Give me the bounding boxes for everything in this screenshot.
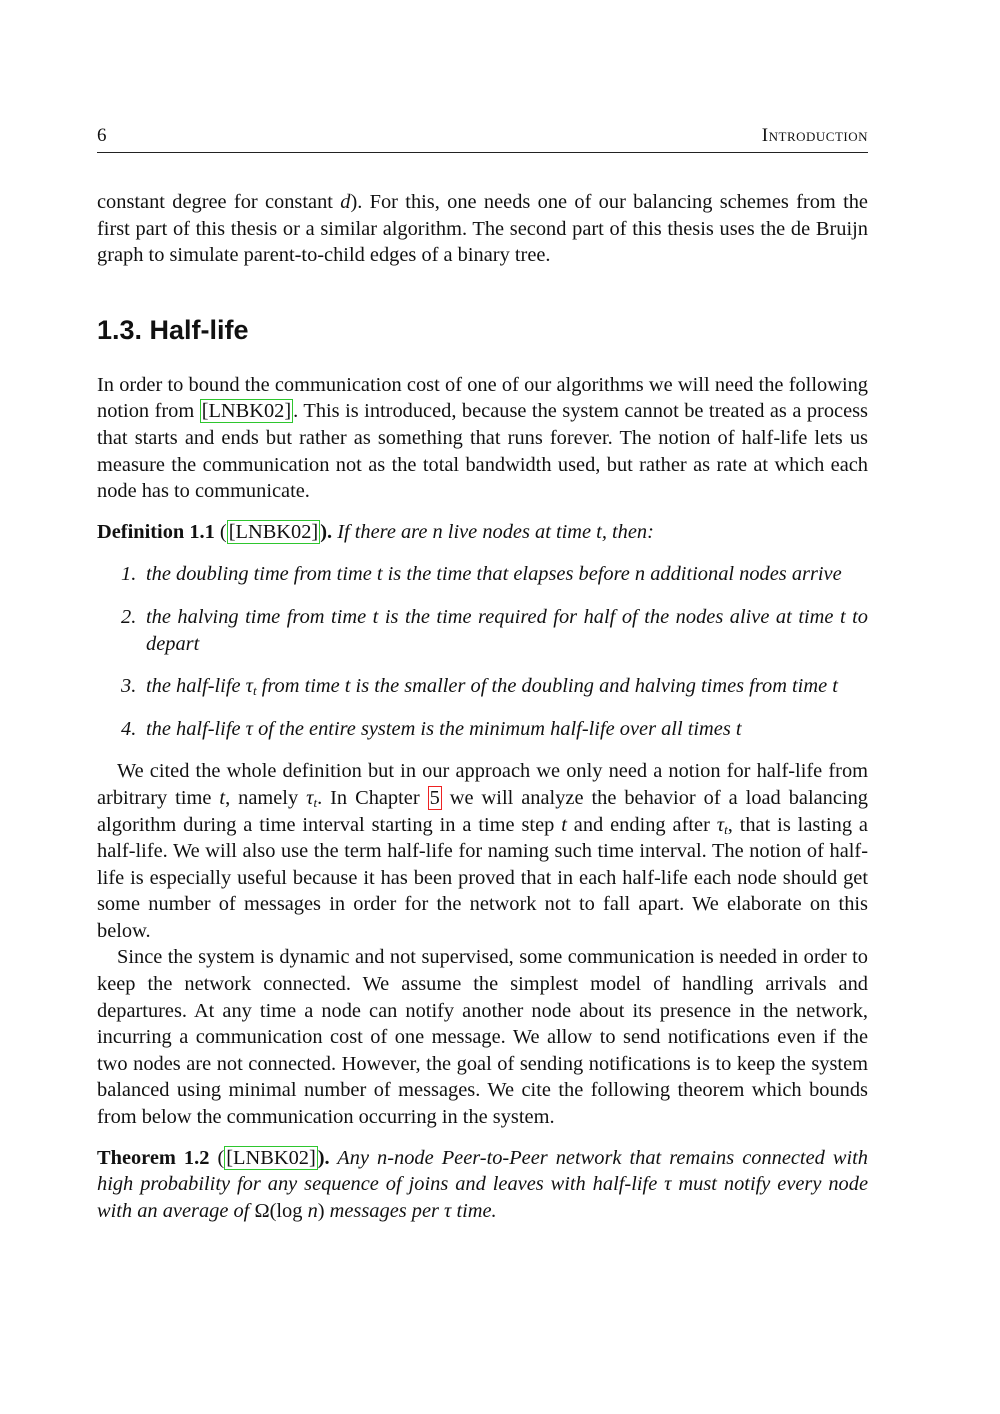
chapter-link[interactable]: 5 xyxy=(429,786,440,809)
list-number: 3. xyxy=(121,675,137,698)
page-number: 6 xyxy=(97,125,107,146)
list-text: of the entire system is the minimum half-life over all times t xyxy=(252,717,742,740)
citation-link[interactable]: [LNBK02] xyxy=(201,400,292,423)
omega-close: ) xyxy=(317,1199,325,1222)
tau-symbol: τ xyxy=(245,717,253,740)
running-title: Introduction xyxy=(761,125,868,146)
analysis-paragraph xyxy=(97,758,868,944)
definition-text: If there are n live nodes at time t, then: xyxy=(332,520,654,543)
page xyxy=(97,122,868,1224)
theorem-text: messages per τ time. xyxy=(324,1199,497,1222)
list-text: from time t is the smaller of the doubling and halving times from time t xyxy=(256,675,838,698)
definition-label: Definition 1.1 xyxy=(97,520,215,543)
var-t: t xyxy=(561,813,567,836)
list-number: 1. xyxy=(121,563,137,586)
citation-link[interactable]: [LNBK02] xyxy=(228,520,319,543)
intro-text-1: constant degree for constant xyxy=(97,191,341,213)
communication-paragraph: Since the system is dynamic and not supervised, some communication is needed in order to keep the network connected. We assume the simplest model of handling arrivals and departures. At any time a node can notify another node about its presence in the network, incurring a communication cost of one message. We allow to send notifications even if the two nodes are not connected. However, the goal of sending notifications is to keep the system balanced using minimal number of messages. We cite the following theorem which bounds from below the communication occurring in the system. xyxy=(97,946,868,1129)
para-b-text: . In Chapter xyxy=(317,786,428,809)
para-b-text: and ending after xyxy=(566,813,717,836)
theorem-block xyxy=(97,1145,868,1225)
para-b-text: , that is lasting a half-life. We will also use the term half-life for naming such time interval. The notion of half-life is especially useful because it has been proved that in each half-life each node should get some number of messages in order for the network not to fall apart. We elaborate on this below. xyxy=(97,813,868,942)
para-a-text-2: . This is introduced, because the system cannot be treated as a process that starts and ends but rather as something that runs forever. The notion of half-life lets us measure the communication not as the total bandwidth used, but rather as rate at which each node has to communicate. xyxy=(97,400,868,503)
definition-list xyxy=(97,561,868,742)
tau-subscript: t xyxy=(252,683,257,699)
list-number: 4. xyxy=(121,717,137,740)
tau-subscript: t xyxy=(724,821,728,837)
definition-block xyxy=(97,519,868,546)
list-item xyxy=(97,673,868,700)
para-b-text: , namely xyxy=(225,786,307,809)
citation-link[interactable]: [LNBK02] xyxy=(226,1146,316,1169)
list-text: the halving time from time t is the time required for half of the nodes alive at time t to depart xyxy=(146,605,868,655)
intro-var-d: d xyxy=(340,191,351,213)
tau-subscript: t xyxy=(313,794,318,810)
theorem-label: Theorem 1.2 xyxy=(97,1146,210,1169)
list-item xyxy=(97,716,868,743)
para-b-text: We cited the whole definition but in our approach we only need a notion for half-life from arbitrary time xyxy=(97,760,868,809)
var-t: t xyxy=(219,786,226,809)
para-b-text: we will analyze the behavior of a load balancing algorithm during a time interval starting in a time step xyxy=(97,786,868,836)
section-heading: 1.3. Half-life xyxy=(97,314,249,345)
list-text: the doubling time from time t is the time that elapses before n additional nodes arrive xyxy=(146,563,842,586)
intro-text-2: ). For this, one needs one of our balancing schemes from the first part of this thesis or a similar algorithm. The second part of this thesis uses the de Bruijn graph to simulate parent-to-child edges of a binary tree. xyxy=(97,191,868,267)
list-number: 2. xyxy=(121,605,137,628)
definition-open: ( xyxy=(214,520,227,543)
theorem-close: ). xyxy=(317,1146,330,1169)
theorem-open: ( xyxy=(209,1146,225,1169)
list-item xyxy=(97,604,868,657)
list-text: the half-life xyxy=(146,675,246,698)
intro-paragraph xyxy=(97,189,868,269)
page-header xyxy=(97,122,868,153)
para-a-text-1: In order to bound the communication cost of one of our algorithms we will need the following notion from xyxy=(97,373,868,423)
list-text: the half-life xyxy=(146,717,246,740)
tau-symbol: τ xyxy=(716,813,725,836)
list-item xyxy=(97,561,868,588)
var-n: n xyxy=(307,1199,318,1222)
half-life-paragraph xyxy=(97,372,868,505)
tau-symbol: τ xyxy=(245,675,253,698)
omega-expression: Ω(log xyxy=(254,1199,308,1222)
theorem-text: Any n-node Peer-to-Peer network that remains connected with high probability for any sequence of joins and leaves with half-life τ must notify every node with an average of xyxy=(97,1146,868,1222)
tau-symbol: τ xyxy=(306,786,314,809)
definition-close: ). xyxy=(320,520,333,543)
